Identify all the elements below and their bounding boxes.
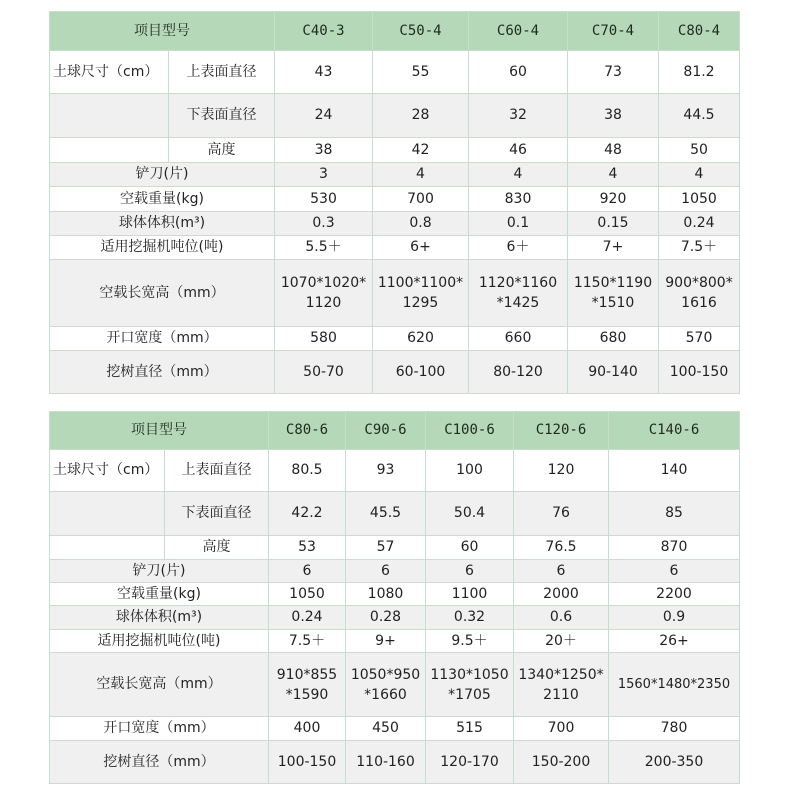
model-header: C60-4 <box>469 12 568 51</box>
empty-cell <box>50 492 165 536</box>
table-row-excavator-tonnage <box>50 630 740 653</box>
cell: 45.5 <box>346 492 426 536</box>
cell: 1120*1160 *1425 <box>469 260 568 327</box>
cell: 780 <box>609 717 740 741</box>
cell: 20＋ <box>514 630 609 653</box>
row-label: 铲刀(片) <box>50 163 275 187</box>
table-row-blades <box>50 163 740 187</box>
cell: 515 <box>426 717 514 741</box>
cell: 680 <box>568 327 659 351</box>
cell: 60-100 <box>373 351 469 394</box>
header-label: 项目型号 <box>50 12 275 51</box>
cell: 42 <box>373 138 469 163</box>
soil-ball-label: 土球尺寸（cm） <box>50 450 165 492</box>
cell: 80.5 <box>269 450 346 492</box>
model-header: C90-6 <box>346 412 426 450</box>
cell: 9+ <box>346 630 426 653</box>
cell: 1130*1050 *1705 <box>426 653 514 717</box>
table-row-opening-width <box>50 327 740 351</box>
cell: 28 <box>373 94 469 138</box>
cell: 50 <box>659 138 740 163</box>
table-row-empty-weight <box>50 187 740 212</box>
table-row-tree-diameter <box>50 351 740 394</box>
cell: 120 <box>514 450 609 492</box>
table-row-upper-diameter <box>50 51 740 94</box>
row-label: 高度 <box>169 138 275 163</box>
cell: 870 <box>609 536 740 560</box>
cell: 38 <box>275 138 373 163</box>
cell: 570 <box>659 327 740 351</box>
cell: 0.1 <box>469 212 568 236</box>
cell: 38 <box>568 94 659 138</box>
cell: 26+ <box>609 630 740 653</box>
cell: 73 <box>568 51 659 94</box>
cell: 32 <box>469 94 568 138</box>
cell: 830 <box>469 187 568 212</box>
header-row <box>50 12 740 51</box>
cell: 6 <box>609 560 740 583</box>
cell: 57 <box>346 536 426 560</box>
cell: 43 <box>275 51 373 94</box>
cell: 400 <box>269 717 346 741</box>
cell: 140 <box>609 450 740 492</box>
model-header: C50-4 <box>373 12 469 51</box>
cell: 6 <box>426 560 514 583</box>
header-label: 项目型号 <box>50 412 269 450</box>
row-label: 开口宽度（mm） <box>50 327 275 351</box>
cell: 76.5 <box>514 536 609 560</box>
model-header: C120-6 <box>514 412 609 450</box>
table-row-upper-diameter <box>50 450 740 492</box>
cell: 1340*1250* 2110 <box>514 653 609 717</box>
cell: 6 <box>269 560 346 583</box>
cell: 1100 <box>426 583 514 606</box>
empty-cell <box>50 138 169 163</box>
row-label: 挖树直径（mm） <box>50 741 269 784</box>
soil-ball-label: 土球尺寸（cm） <box>50 51 169 94</box>
cell: 150-200 <box>514 741 609 784</box>
row-label: 适用挖掘机吨位(吨) <box>50 630 269 653</box>
spec-table-1 <box>49 11 740 394</box>
cell: 200-350 <box>609 741 740 784</box>
header-row <box>50 412 740 450</box>
cell: 1050 <box>659 187 740 212</box>
cell: 76 <box>514 492 609 536</box>
table-row-lower-diameter <box>50 492 740 536</box>
cell: 4 <box>469 163 568 187</box>
cell: 50.4 <box>426 492 514 536</box>
cell: 24 <box>275 94 373 138</box>
table-row-excavator-tonnage <box>50 236 740 260</box>
cell: 0.24 <box>269 606 346 630</box>
cell: 6 <box>514 560 609 583</box>
cell: 920 <box>568 187 659 212</box>
cell: 55 <box>373 51 469 94</box>
model-header: C80-4 <box>659 12 740 51</box>
cell: 4 <box>373 163 469 187</box>
cell: 60 <box>469 51 568 94</box>
empty-cell <box>50 536 165 560</box>
cell: 44.5 <box>659 94 740 138</box>
row-label: 空载重量(kg) <box>50 187 275 212</box>
cell: 9.5＋ <box>426 630 514 653</box>
table-row-height <box>50 536 740 560</box>
cell: 2200 <box>609 583 740 606</box>
table-row-empty-weight <box>50 583 740 606</box>
cell: 700 <box>373 187 469 212</box>
table-row-ball-volume <box>50 606 740 630</box>
cell: 620 <box>373 327 469 351</box>
row-label: 适用挖掘机吨位(吨) <box>50 236 275 260</box>
cell: 7.5＋ <box>659 236 740 260</box>
cell: 110-160 <box>346 741 426 784</box>
table-row-tree-diameter <box>50 741 740 784</box>
cell: 2000 <box>514 583 609 606</box>
row-label: 挖树直径（mm） <box>50 351 275 394</box>
cell: 100-150 <box>659 351 740 394</box>
row-label: 空载长宽高（mm） <box>50 260 275 327</box>
row-label: 上表面直径 <box>169 51 275 94</box>
cell: 580 <box>275 327 373 351</box>
row-label: 开口宽度（mm） <box>50 717 269 741</box>
cell: 3 <box>275 163 373 187</box>
model-header: C40-3 <box>275 12 373 51</box>
model-header: C140-6 <box>609 412 740 450</box>
cell: 450 <box>346 717 426 741</box>
cell: 42.2 <box>269 492 346 536</box>
table-row-blades <box>50 560 740 583</box>
model-header: C80-6 <box>269 412 346 450</box>
cell: 900*800* 1616 <box>659 260 740 327</box>
cell: 85 <box>609 492 740 536</box>
cell: 0.3 <box>275 212 373 236</box>
cell: 1150*1190 *1510 <box>568 260 659 327</box>
cell: 6＋ <box>469 236 568 260</box>
cell: 46 <box>469 138 568 163</box>
row-label: 球体体积(m³) <box>50 212 275 236</box>
table-row-dimensions <box>50 653 740 717</box>
cell: 1050*950 *1660 <box>346 653 426 717</box>
cell: 0.9 <box>609 606 740 630</box>
cell: 90-140 <box>568 351 659 394</box>
spec-table-2 <box>49 411 740 784</box>
model-header: C70-4 <box>568 12 659 51</box>
cell: 1050 <box>269 583 346 606</box>
cell: 0.8 <box>373 212 469 236</box>
cell: 0.32 <box>426 606 514 630</box>
cell: 81.2 <box>659 51 740 94</box>
cell: 0.15 <box>568 212 659 236</box>
table-row-height <box>50 138 740 163</box>
model-header: C100-6 <box>426 412 514 450</box>
cell: 6 <box>346 560 426 583</box>
cell: 93 <box>346 450 426 492</box>
cell: 660 <box>469 327 568 351</box>
cell: 910*855 *1590 <box>269 653 346 717</box>
cell: 700 <box>514 717 609 741</box>
row-label: 空载长宽高（mm） <box>50 653 269 717</box>
row-label: 铲刀(片) <box>50 560 269 583</box>
cell: 1100*1100* 1295 <box>373 260 469 327</box>
row-label: 球体体积(m³) <box>50 606 269 630</box>
table-row-dimensions <box>50 260 740 327</box>
cell: 120-170 <box>426 741 514 784</box>
cell: 1080 <box>346 583 426 606</box>
cell: 7.5＋ <box>269 630 346 653</box>
table-row-opening-width <box>50 717 740 741</box>
cell: 7+ <box>568 236 659 260</box>
cell: 100-150 <box>269 741 346 784</box>
cell: 60 <box>426 536 514 560</box>
row-label: 上表面直径 <box>165 450 269 492</box>
row-label: 空载重量(kg) <box>50 583 269 606</box>
cell: 100 <box>426 450 514 492</box>
cell: 48 <box>568 138 659 163</box>
cell: 0.6 <box>514 606 609 630</box>
cell: 530 <box>275 187 373 212</box>
table-row-lower-diameter <box>50 94 740 138</box>
cell: 5.5＋ <box>275 236 373 260</box>
cell: 50-70 <box>275 351 373 394</box>
cell: 4 <box>659 163 740 187</box>
cell: 1070*1020* 1120 <box>275 260 373 327</box>
cell: 53 <box>269 536 346 560</box>
cell: 80-120 <box>469 351 568 394</box>
row-label: 下表面直径 <box>169 94 275 138</box>
cell: 0.24 <box>659 212 740 236</box>
table-row-ball-volume <box>50 212 740 236</box>
cell: 0.28 <box>346 606 426 630</box>
cell: 1560*1480*2350 <box>609 653 740 717</box>
empty-cell <box>50 94 169 138</box>
cell: 6+ <box>373 236 469 260</box>
row-label: 高度 <box>165 536 269 560</box>
row-label: 下表面直径 <box>165 492 269 536</box>
cell: 4 <box>568 163 659 187</box>
